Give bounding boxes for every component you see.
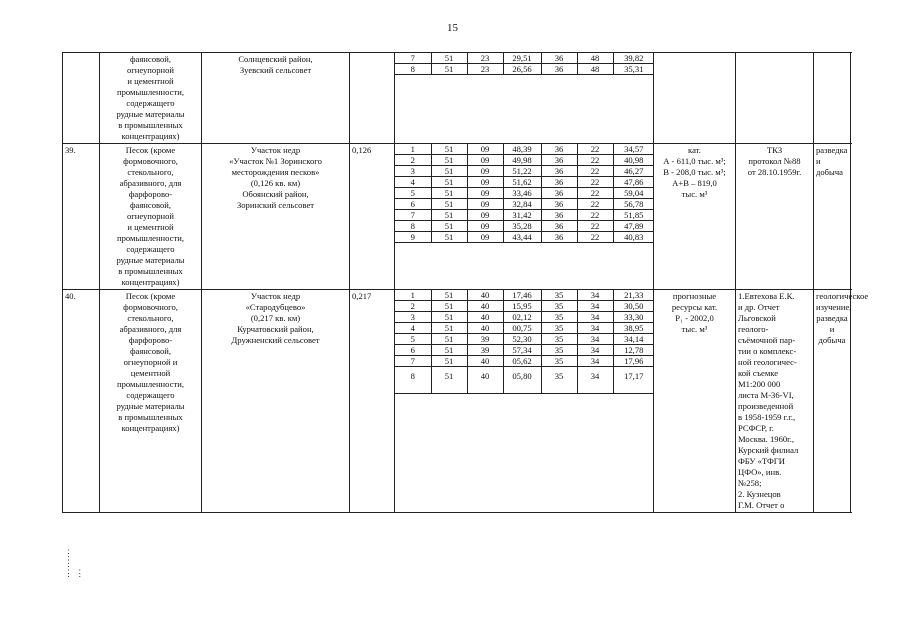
text-line: фаянсовой, (129, 54, 172, 64)
source-cell (736, 144, 814, 290)
coordinate-value: 34 (577, 290, 613, 301)
text-line: Курчатовский район, (237, 324, 314, 334)
coordinate-value: 09 (467, 144, 503, 155)
coordinate-value: 40 (467, 312, 503, 323)
coordinate-value: 8 (395, 64, 431, 75)
coordinate-value: 34 (577, 312, 613, 323)
text-line: Песок (кроме (125, 145, 176, 155)
coordinate-value: 22 (577, 221, 613, 232)
coordinate-value: 51 (431, 356, 467, 367)
text-line: 1.Евтехова Е.К. (738, 291, 795, 301)
text-line: Участок недр (250, 291, 301, 301)
text-line: промышленности, (117, 233, 184, 243)
coordinate-value: 23 (467, 64, 503, 75)
text-line: прогнозные (672, 291, 717, 301)
subsoil-plots-table (62, 52, 869, 513)
text-line: в промышленных (118, 266, 183, 276)
coordinate-value: 40 (467, 290, 503, 301)
coordinate-value: 35 (541, 367, 577, 394)
coordinate-point-row (395, 312, 654, 323)
text-line: протокол №88 (748, 156, 801, 166)
coordinate-value: 47,89 (613, 221, 654, 232)
coordinate-value: 34 (577, 301, 613, 312)
coordinate-value: 36 (541, 188, 577, 199)
coordinate-value: 05,62 (503, 356, 541, 367)
margin-marks (64, 548, 84, 578)
coordinate-value: 51 (431, 334, 467, 345)
coordinate-value: 05,80 (503, 367, 541, 394)
coordinate-value: 36 (541, 53, 577, 64)
coordinate-value: 2 (395, 155, 431, 166)
coordinate-value: 52,30 (503, 334, 541, 345)
text-line: Участок недр (250, 145, 301, 155)
text-line: «Участок №1 Зоринского (229, 156, 322, 166)
text-line: фарфорово- (128, 335, 173, 345)
coordinate-value: 51 (431, 177, 467, 188)
text-line: огнеупорной и (123, 357, 178, 367)
text-line: РСФСР, г. (738, 423, 774, 433)
table-row (63, 144, 851, 290)
text-line: Москва. 1960г., (738, 434, 795, 444)
text-line: А+В – 819,0 (672, 178, 717, 188)
coordinate-point-row (395, 199, 654, 210)
text-line: ⋮ (64, 558, 73, 568)
text-line: от 28.10.1959г. (747, 167, 802, 177)
coordinate-value: 51 (431, 301, 467, 312)
coordinate-value: 3 (395, 312, 431, 323)
text-line: Песок (кроме (125, 291, 176, 301)
coordinate-point-row (395, 188, 654, 199)
text-line: Дружненский сельсовет (231, 335, 320, 345)
text-line: ⋮ (64, 548, 73, 558)
coordinate-value: 39,82 (613, 53, 654, 64)
coordinate-value: 36 (541, 155, 577, 166)
coordinate-point-row (395, 155, 654, 166)
text-line: Льговской (738, 313, 776, 323)
text-line: формовочного, (123, 302, 178, 312)
coordinate-point-row (395, 144, 654, 155)
text-line: ⋮ ⋮ (64, 568, 85, 578)
text-line: листа М-36-VI, (738, 390, 794, 400)
location-cell (202, 53, 350, 144)
text-line: Курский филиал (738, 445, 799, 455)
coordinate-value: 34 (577, 356, 613, 367)
text-line: в 1958-1959 г.г., (738, 412, 796, 422)
text-line: и цементной (127, 76, 174, 86)
coordinate-value: 48 (577, 64, 613, 75)
coordinate-value: 22 (577, 199, 613, 210)
coordinate-value: 38,95 (613, 323, 654, 334)
coordinate-value: 33,46 (503, 188, 541, 199)
coordinate-value: 4 (395, 323, 431, 334)
text-line: содержащего (126, 98, 175, 108)
text-line: (0,217 кв. км) (250, 313, 301, 323)
coordinate-value: 51 (431, 64, 467, 75)
text-line: содержащего (126, 244, 175, 254)
coordinate-value: 09 (467, 210, 503, 221)
coordinate-value: 48,39 (503, 144, 541, 155)
coordinate-value: 40 (467, 356, 503, 367)
coordinate-value: 5 (395, 334, 431, 345)
coordinate-value: 17,96 (613, 356, 654, 367)
coordinate-point-row (395, 232, 654, 243)
coordinate-value: 35 (541, 323, 577, 334)
text-line: фаянсовой, (129, 346, 172, 356)
text-line: и цементной (127, 222, 174, 232)
coordinate-value: 34,14 (613, 334, 654, 345)
coordinate-value: 1 (395, 290, 431, 301)
coordinate-value: 51 (431, 199, 467, 210)
coordinate-value: 36 (541, 144, 577, 155)
coordinate-value: 21,33 (613, 290, 654, 301)
coordinate-value: 9 (395, 232, 431, 243)
coordinate-value: 40 (467, 301, 503, 312)
coordinate-value: 36 (541, 64, 577, 75)
coordinate-value: 6 (395, 345, 431, 356)
text-line: рудные материалы (116, 109, 185, 119)
coordinate-value: 34 (577, 334, 613, 345)
coordinate-value: 35 (541, 345, 577, 356)
coordinate-value: 02,12 (503, 312, 541, 323)
coordinate-value: 35 (541, 334, 577, 345)
continuation-row (63, 53, 851, 144)
coordinates-cell (395, 53, 654, 144)
coordinates-cell (395, 290, 654, 513)
coordinate-value: 22 (577, 166, 613, 177)
text-line: цементной (130, 368, 171, 378)
coordinate-value: 51 (431, 144, 467, 155)
text-line: изучение, разведка (816, 302, 852, 323)
coordinate-value: 6 (395, 199, 431, 210)
text-line: ЦФО», инв. (738, 467, 782, 477)
text-line: М1:200 000 (738, 379, 781, 389)
coordinate-value: 22 (577, 144, 613, 155)
coordinate-value: 34 (577, 323, 613, 334)
coordinate-value: 09 (467, 199, 503, 210)
text-line: ной геологичес- (738, 357, 797, 367)
coordinate-value: 5 (395, 188, 431, 199)
text-line: стекольного, (127, 167, 174, 177)
text-line: в промышленных (118, 120, 183, 130)
coordinate-value: 15,95 (503, 301, 541, 312)
text-line: промышленности, (117, 379, 184, 389)
coordinate-value: 17,17 (613, 367, 654, 394)
coordinate-value: 40,98 (613, 155, 654, 166)
coordinates-cell (395, 144, 654, 290)
text-line: промышленности, (117, 87, 184, 97)
text-line: P₁ - 2002,0 (675, 313, 714, 323)
text-line: Зуевский сельсовет (239, 65, 312, 75)
resources-cell (654, 290, 736, 513)
coordinate-value: 34 (577, 345, 613, 356)
row-number-cell (63, 53, 100, 144)
coordinate-point-row (395, 301, 654, 312)
coordinate-value: 09 (467, 221, 503, 232)
text-line: ТКЗ (766, 145, 783, 155)
coordinate-point-row (395, 210, 654, 221)
coordinate-value: 46,27 (613, 166, 654, 177)
resources-cell (654, 144, 736, 290)
text-line: фарфорово- (128, 189, 173, 199)
coordinate-value: 51 (431, 53, 467, 64)
coordinate-value: 56,78 (613, 199, 654, 210)
text-line: концентрациях) (121, 131, 180, 141)
coordinate-value: 22 (577, 210, 613, 221)
text-line: тыс. м³ (681, 324, 708, 334)
coordinate-value: 22 (577, 155, 613, 166)
coordinate-value: 7 (395, 356, 431, 367)
text-line: тыс. м³ (681, 189, 708, 199)
text-line: Г.М. Отчет о (738, 500, 785, 510)
text-line: и добыча (818, 324, 846, 345)
coordinate-value: 34,57 (613, 144, 654, 155)
text-line: Обоянский район, (242, 189, 309, 199)
coordinate-value: 35 (541, 356, 577, 367)
text-line: стекольного, (127, 313, 174, 323)
row-number-cell: 39. (63, 144, 100, 290)
coordinate-value: 7 (395, 210, 431, 221)
coordinate-value: 22 (577, 188, 613, 199)
coordinate-value: 8 (395, 367, 431, 394)
text-line: В - 208,0 тыс. м³; (663, 167, 726, 177)
text-line: абразивного, для (119, 324, 182, 334)
coordinate-point-row (395, 345, 654, 356)
coordinates-subtable (395, 53, 654, 75)
text-line: произведенной (738, 401, 794, 411)
coordinate-value: 51 (431, 290, 467, 301)
text-line: огнеупорной (126, 65, 174, 75)
coordinate-value: 51 (431, 155, 467, 166)
coordinate-value: 51 (431, 188, 467, 199)
coordinate-value: 35,31 (613, 64, 654, 75)
coordinate-point-row (395, 323, 654, 334)
coordinate-value: 23 (467, 53, 503, 64)
text-line: ресурсы кат. (671, 302, 718, 312)
coordinate-value: 51 (431, 312, 467, 323)
location-cell (202, 290, 350, 513)
coordinate-value: 31,42 (503, 210, 541, 221)
coordinate-value: 51 (431, 345, 467, 356)
text-line: (0,126 кв. км) (250, 178, 301, 188)
coordinate-value: 51 (431, 221, 467, 232)
source-cell (736, 290, 814, 513)
coordinate-point-row (395, 53, 654, 64)
coordinate-value: 40 (467, 367, 503, 394)
coordinate-value: 48 (577, 53, 613, 64)
text-line: фаянсовой, (129, 200, 172, 210)
coordinate-value: 12,78 (613, 345, 654, 356)
coordinate-value: 32,84 (503, 199, 541, 210)
coordinate-value: 35 (541, 301, 577, 312)
coordinate-value: 35 (541, 312, 577, 323)
text-line: 2. Кузнецов (738, 489, 781, 499)
coordinate-value: 51,62 (503, 177, 541, 188)
coordinate-point-row (395, 221, 654, 232)
coordinate-value: 36 (541, 166, 577, 177)
row-number-cell: 40. (63, 290, 100, 513)
coordinate-value: 35,28 (503, 221, 541, 232)
coordinate-value: 36 (541, 232, 577, 243)
coordinate-value: 49,98 (503, 155, 541, 166)
coordinate-value: 36 (541, 177, 577, 188)
coordinate-value: 33,30 (613, 312, 654, 323)
coordinate-value: 59,04 (613, 188, 654, 199)
coordinate-point-row (395, 64, 654, 75)
coordinate-value: 17,46 (503, 290, 541, 301)
coordinate-value: 34 (577, 367, 613, 394)
location-cell (202, 144, 350, 290)
text-line: геолого- (738, 324, 769, 334)
text-line: и др. Отчет (738, 302, 780, 312)
text-line: ФБУ «ТФГИ (738, 456, 785, 466)
coordinate-value: 30,50 (613, 301, 654, 312)
text-line: концентрациях) (121, 277, 180, 287)
coordinate-value: 8 (395, 221, 431, 232)
coordinate-value: 09 (467, 177, 503, 188)
text-line: рудные материалы (116, 255, 185, 265)
coordinate-value: 7 (395, 53, 431, 64)
coordinate-value: 51 (431, 210, 467, 221)
coordinates-subtable (395, 290, 654, 394)
text-line: «Стародубцево» (245, 302, 306, 312)
coordinate-value: 09 (467, 166, 503, 177)
coordinate-value: 00,75 (503, 323, 541, 334)
coordinate-value: 26,56 (503, 64, 541, 75)
coordinate-point-row (395, 290, 654, 301)
coordinate-value: 57,34 (503, 345, 541, 356)
coordinate-value: 22 (577, 177, 613, 188)
coordinate-point-row (395, 356, 654, 367)
text-line: месторождения песков» (231, 167, 320, 177)
text-line: кой съемке (738, 368, 779, 378)
text-line: съёмочной пар- (738, 335, 796, 345)
coordinate-value: 2 (395, 301, 431, 312)
source-cell (736, 53, 814, 144)
area-cell: 0,126 (350, 144, 395, 290)
text-line: геологическое (816, 291, 869, 301)
coordinate-value: 22 (577, 232, 613, 243)
coordinates-subtable (395, 144, 654, 243)
text-line: А - 611,0 тыс. м³; (663, 156, 726, 166)
text-line: рудные материалы (116, 401, 185, 411)
text-line: концентрациях) (121, 423, 180, 433)
purpose-cell: разведка и добыча (814, 144, 851, 290)
coordinate-value: 3 (395, 166, 431, 177)
coordinate-value: 40 (467, 323, 503, 334)
coordinate-value: 43,44 (503, 232, 541, 243)
coordinate-point-row (395, 334, 654, 345)
coordinate-value: 51 (431, 367, 467, 394)
text-line: Зоринский сельсовет (236, 200, 315, 210)
coordinate-value: 09 (467, 155, 503, 166)
page-number: 15 (447, 22, 458, 34)
coordinate-value: 47,86 (613, 177, 654, 188)
coordinate-value: 4 (395, 177, 431, 188)
area-cell (350, 53, 395, 144)
text-line: тии о комплекс- (738, 346, 797, 356)
coordinate-value: 09 (467, 188, 503, 199)
text-line: кат. (688, 145, 701, 155)
coordinate-value: 36 (541, 199, 577, 210)
mineral-cell (100, 144, 202, 290)
text-line: формовочного, (123, 156, 178, 166)
coordinate-value: 1 (395, 144, 431, 155)
mineral-cell (100, 53, 202, 144)
coordinate-value: 51 (431, 232, 467, 243)
purpose-cell (814, 290, 869, 513)
coordinate-value: 51,85 (613, 210, 654, 221)
text-line: в промышленных (118, 412, 183, 422)
text-line: огнеупорной (126, 211, 174, 221)
coordinate-value: 51 (431, 323, 467, 334)
coordinate-value: 51,22 (503, 166, 541, 177)
coordinate-value: 40,83 (613, 232, 654, 243)
coordinate-value: 36 (541, 221, 577, 232)
coordinate-point-row (395, 177, 654, 188)
coordinate-value: 35 (541, 290, 577, 301)
coordinate-value: 39 (467, 334, 503, 345)
table-row (63, 290, 851, 513)
coordinate-value: 09 (467, 232, 503, 243)
text-line: №258; (738, 478, 762, 488)
area-cell: 0,217 (350, 290, 395, 513)
coordinate-point-row (395, 166, 654, 177)
coordinate-value: 29,51 (503, 53, 541, 64)
coordinate-point-row (395, 367, 654, 394)
text-line: Солнцевский район, (238, 54, 313, 64)
text-line: содержащего (126, 390, 175, 400)
coordinate-value: 51 (431, 166, 467, 177)
resources-cell (654, 53, 736, 144)
text-line: абразивного, для (119, 178, 182, 188)
coordinate-value: 39 (467, 345, 503, 356)
mineral-cell (100, 290, 202, 513)
coordinate-value: 36 (541, 210, 577, 221)
purpose-cell (814, 53, 851, 144)
